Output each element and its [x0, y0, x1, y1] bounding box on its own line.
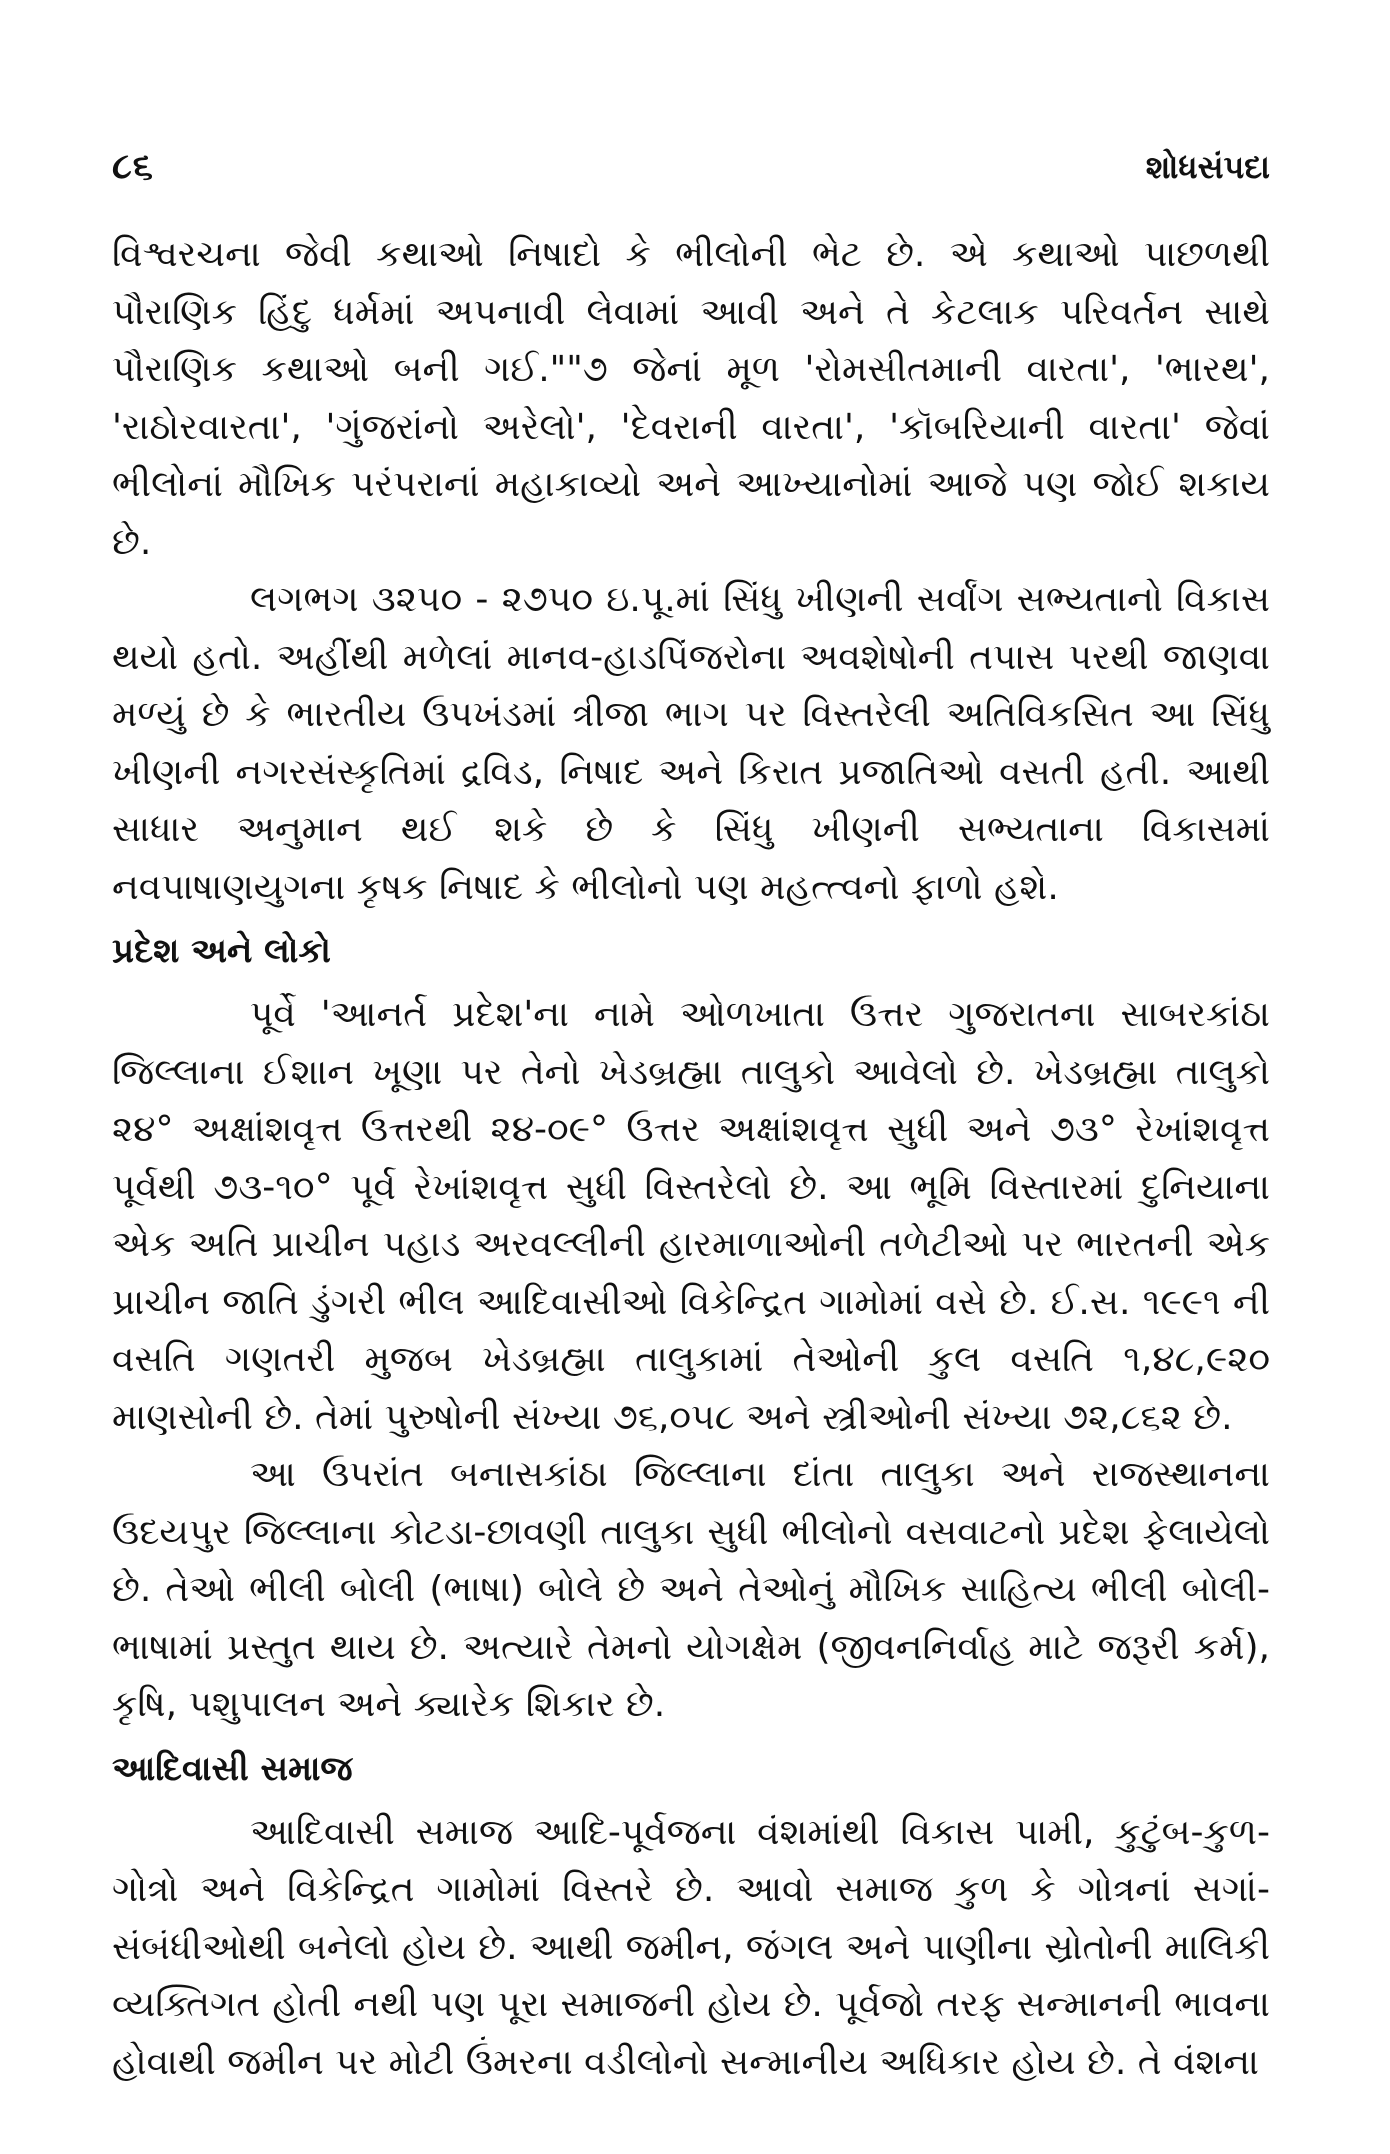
paragraph-extent: આ ઉપરાંત બનાસકાંઠા જિલ્લાના દાંતા તાલુકા અને રાજસ્થાનના ઉદયપુર જિલ્લાના કોટડા-છાવણી તાલુકા સુધી ભીલોનો વસવાટનો પ્રદેશ ફેલાયેલો છે. તેઓ ભીલી બોલી (ભાષા) બોલે છે અને તેઓનું મૌખિક સાહિત્ય ભીલી બોલી-ભાષામાં પ્રસ્તુત થાય છે. અત્યારે તેમનો યોગક્ષેમ (જીવનનિર્વાહ માટે જરૂરી કર્મ), કૃષિ, પશુપાલન અને ક્યારેક શિકાર છે. — [112, 1454, 1270, 1725]
paragraph-continuation: વિશ્વરચના જેવી કથાઓ નિષાદો કે ભીલોની ભેટ છે. એ કથાઓ પાછળથી પૌરાણિક હિંદુ ધર્મમાં અપનાવી લેવામાં આવી અને તે કેટલાક પરિવર્તન સાથે પૌરાણિક કથાઓ બની ગઈ.""૭ જેનાં મૂળ 'રોમસીતમાની વારતા', 'ભારથ', 'રાઠોરવારતા', 'ગુંજરાંનો અરેલો', 'દેવરાની વારતા', 'કૉબરિયાની વારતા' જેવાં ભીલોનાં મૌખિક પરંપરાનાં મહાકાવ્યો અને આખ્યાનોમાં આજે પણ જોઈ શકાય છે. — [112, 234, 1270, 563]
section-heading-tribal-society: આદિવાસી સમાજ — [112, 1748, 353, 1789]
page-header — [112, 142, 1270, 192]
section-heading-region-and-people: પ્રદેશ અને લોકો — [112, 931, 331, 971]
page-body — [112, 226, 1270, 2091]
paragraph-indus-valley: લગભગ ૩૨૫૦ - ૨૭૫૦ ઇ.પૂ.માં સિંધુ ખીણની સર્વાંગ સભ્યતાનો વિકાસ થયો હતો. અહીંથી મળેલાં માનવ-હાડપિંજરોના અવશેષોની તપાસ પરથી જાણવા મળ્યું છે કે ભારતીય ઉપખંડમાં ત્રીજા ભાગ પર વિસ્તરેલી અતિવિકસિત આ સિંધુ ખીણની નગરસંસ્કૃતિમાં દ્રવિડ, નિષાદ અને કિરાત પ્રજાતિઓ વસતી હતી. આથી સાધાર અનુમાન થઈ શકે છે કે સિંધુ ખીણની સભ્યતાના વિકાસમાં નવપાષાણયુગના કૃષક નિષાદ કે ભીલોનો પણ મહત્ત્વનો ફાળો હશે. — [112, 579, 1270, 908]
paragraph-tribal-society: આદિવાસી સમાજ આદિ-પૂર્વજના વંશમાંથી વિકાસ પામી, કુટુંબ-કુળ-ગોત્રો અને વિકેન્દ્રિત ગામોમાં વિસ્તરે છે. આવો સમાજ કુળ કે ગોત્રનાં સગાં-સંબંધીઓથી બનેલો હોય છે. આથી જમીન, જંગલ અને પાણીના સ્રોતોની માલિકી વ્યક્તિગત હોતી નથી પણ પૂરા સમાજની હોય છે. પૂર્વજો તરફ સન્માનની ભાવના હોવાથી જમીન પર મોટી ઉંમરના વડીલોનો સન્માનીય અધિકાર હોય છે. તે વંશના — [112, 1811, 1270, 2083]
running-title: શોધસંપદા — [1145, 147, 1270, 186]
page-number: ૮૬ — [112, 146, 154, 187]
paragraph-region: પૂર્વે 'આનર્ત પ્રદેશ'ના નામે ઓળખાતા ઉત્તર ગુજરાતના સાબરકાંઠા જિલ્લાના ઈશાન ખૂણા પર તેનો ખેડબ્રહ્મા તાલુકો આવેલો છે. ખેડબ્રહ્મા તાલુકો ૨૪° અક્ષાંશવૃત્ત ઉત્તરથી ૨૪-૦૯° ઉત્તર અક્ષાંશવૃત્ત સુધી અને ૭૩° રેખાંશવૃત્ત પૂર્વથી ૭૩-૧૦° પૂર્વ રેખાંશવૃત્ત સુધી વિસ્તરેલો છે. આ ભૂમિ વિસ્તારમાં દુનિયાના એક અતિ પ્રાચીન પહાડ અરવલ્લીની હારમાળાઓની તળેટીઓ પર ભારતની એક પ્રાચીન જાતિ ડુંગરી ભીલ આદિવાસીઓ વિકેન્દ્રિત ગામોમાં વસે છે. ઈ.સ. ૧૯૯૧ ની વસતિ ગણતરી મુજબ ખેડબ્રહ્મા તાલુકામાં તેઓની કુલ વસતિ ૧,૪૮,૯૨૦ માણસોની છે. તેમાં પુરુષોની સંખ્યા ૭૬,૦૫૮ અને સ્ત્રીઓની સંખ્યા ૭૨,૮૬૨ છે. — [112, 994, 1270, 1438]
